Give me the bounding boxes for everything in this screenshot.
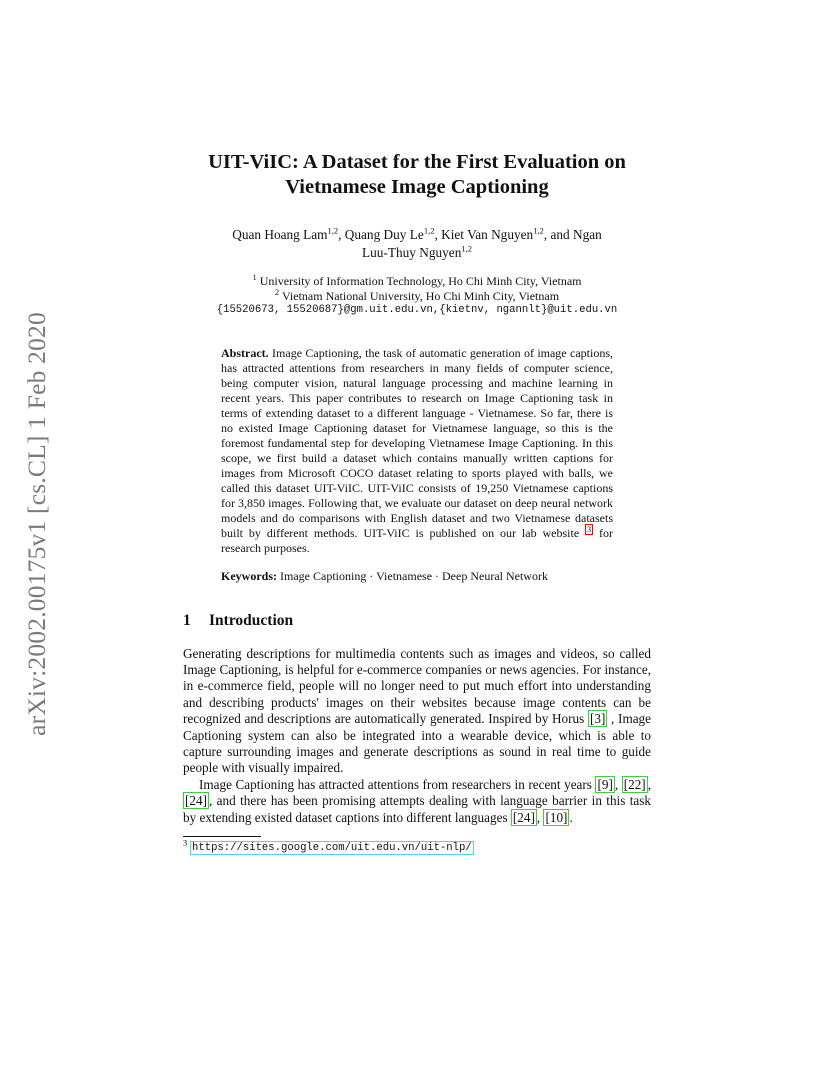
author-name: Quang Duy Le xyxy=(344,227,424,242)
citation-link[interactable]: [24] xyxy=(185,793,207,809)
paragraph-text: , xyxy=(536,809,544,825)
citation-link[interactable]: [22] xyxy=(623,776,646,792)
affiliation-line xyxy=(183,274,651,289)
keywords-label: Keywords: xyxy=(221,568,277,583)
paragraph xyxy=(183,777,651,826)
author-emails: {15520673, 15520687}@gm.uit.edu.vn,{kietnv, ngannlt}@uit.edu.vn xyxy=(216,304,618,316)
keywords-text: Image Captioning · Vietnamese · Deep Neural Network xyxy=(280,568,548,583)
affiliation-text: Vietnam National University, Ho Chi Minh City, Vietnam xyxy=(281,288,560,303)
arxiv-identifier-sidebar xyxy=(22,296,52,752)
title-line-1: UIT-ViIC: A Dataset for the First Evaluation on xyxy=(208,151,626,173)
footnote-link[interactable]: 3 xyxy=(587,524,592,534)
affiliation-mark: 1 xyxy=(252,272,257,282)
section-number: 1 xyxy=(183,611,191,629)
section-title: Introduction xyxy=(209,611,294,629)
paragraph-text: Generating descriptions for multimedia contents such as images and videos, so called Image Captioning, is helpful for e-commerce companies or news agencies. For instance, in e-commerce field, people will no longer need to put much effort into understanding and describing products' images on their websites because image contents can be recognized and descriptions are automatically generated. Inspired by Horus xyxy=(183,645,651,727)
paragraph-text: , xyxy=(647,776,651,792)
footnote-rule xyxy=(183,836,261,837)
abstract-text: Image Captioning, the task of automatic generation of image captions, has attracted attentions from researchers in many fields of computer science, being computer vision, natural language processing and machine learning in recent years. This paper contributes to research on Image Captioning task in terms of extending dataset to a different language - Vietnamese. So far, there is no existed Image Captioning dataset for Vietnamese language, so this is the foremost fundamental step for developing Vietnamese Image Captioning. In this scope, we first build a dataset which contains manually written captions for images from Microsoft COCO dataset relating to sports played with balls, we called this dataset UIT-ViIC. UIT-ViIC consists of 19,250 Vietnamese captions for 3,850 images. Following that, we evaluate our dataset on deep neural network models and do comparisons with English dataset and two Vietnamese datasets built by different methods. UIT-ViIC is published on our lab website xyxy=(221,345,614,540)
paragraph-text: , and there has been promising attempts dealing with language barrier in this task by extending existed dataset captions into different languages xyxy=(183,793,651,825)
arxiv-identifier: arXiv:2002.00175v1 [cs.CL] 1 Feb 2020 xyxy=(22,312,51,736)
author-affiliation-mark: 1,2 xyxy=(327,225,339,236)
author-name: Kiet Van Nguyen xyxy=(441,227,534,242)
abstract xyxy=(221,346,613,556)
footnote-mark: 3 xyxy=(183,837,188,848)
paragraph-text: . xyxy=(569,809,573,825)
author-affiliation-mark: 1,2 xyxy=(423,225,435,236)
author-separator: , xyxy=(434,227,442,242)
abstract-tail: for research purposes. xyxy=(221,525,614,555)
citation-link[interactable]: [10] xyxy=(545,809,568,825)
affiliation-block xyxy=(183,274,651,318)
section-body xyxy=(183,646,651,826)
author-list xyxy=(183,226,651,262)
author-separator: , xyxy=(338,227,345,242)
abstract-label: Abstract. xyxy=(221,345,269,360)
paragraph-text: , xyxy=(614,776,622,792)
section-heading xyxy=(183,612,651,630)
paper-page xyxy=(183,150,651,855)
affiliation-line xyxy=(183,286,651,304)
author-affiliation-mark: 1,2 xyxy=(461,243,472,254)
footnote-url-link[interactable]: https://sites.google.com/uit.edu.vn/uit-nlp/ xyxy=(192,841,472,854)
author-name: Luu-Thuy Nguyen xyxy=(362,245,462,260)
affiliation-text: University of Information Technology, Ho Chi Minh City, Vietnam xyxy=(259,274,582,288)
title-line-2: Vietnamese Image Captioning xyxy=(285,176,549,198)
citation-link[interactable]: [3] xyxy=(589,711,606,727)
author-name: Quan Hoang Lam xyxy=(232,227,328,242)
footnote xyxy=(183,837,651,855)
affiliation-mark: 2 xyxy=(274,286,280,297)
paragraph xyxy=(183,646,651,777)
author-affiliation-mark: 1,2 xyxy=(533,225,544,236)
author-separator: , and Ngan xyxy=(543,227,602,242)
citation-link[interactable]: [24] xyxy=(512,809,535,825)
paper-title xyxy=(183,150,651,200)
paragraph-text: , Image Captioning system can also be integrated into a wearable device, which is able to capture surrounding images and generate descriptions as sound in real time to guide people with visually impaired. xyxy=(183,711,652,776)
citation-link[interactable]: [9] xyxy=(597,776,613,792)
keywords xyxy=(221,569,613,584)
paragraph-text: Image Captioning has attracted attentions from researchers in recent years xyxy=(199,776,596,792)
